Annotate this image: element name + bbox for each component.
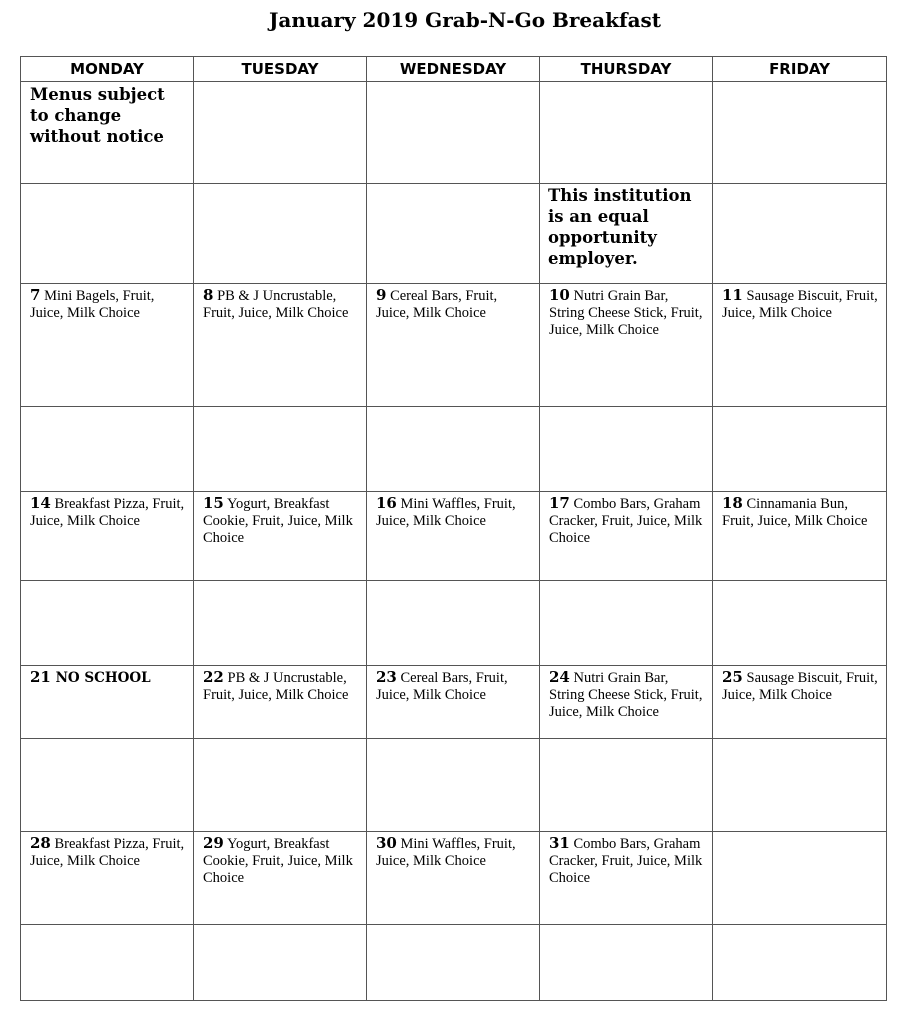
day-number: 15 [203,494,224,512]
week-row [21,184,887,284]
menu-text: Mini Waffles, Fruit, Juice, Milk Choice [376,496,516,529]
page-title: January 2019 Grab-N-Go Breakfast [268,8,662,32]
week-row [21,925,887,1001]
day-cell [194,666,367,739]
menu-text: Yogurt, Breakfast Cookie, Fruit, Juice, Milk Choice [203,836,353,886]
header-thursday: THURSDAY [540,57,713,82]
menu-text: Combo Bars, Graham Cracker, Fruit, Juice, Milk Choice [549,496,703,546]
day-cell [540,666,713,739]
menu-text: Cereal Bars, Fruit, Juice, Milk Choice [376,670,508,703]
menu-text: Combo Bars, Graham Cracker, Fruit, Juice, Milk Choice [549,836,703,886]
menu-text: PB & J Uncrustable, Fruit, Juice, Milk Choice [203,288,349,321]
day-cell [194,492,367,581]
calendar-cell [367,739,540,832]
day-cell [21,666,194,739]
week-row [21,739,887,832]
calendar-cell [194,739,367,832]
day-cell [367,666,540,739]
calendar-cell [540,184,713,284]
calendar-cell [540,581,713,666]
menu-text: PB & J Uncrustable, Fruit, Juice, Milk Choice [203,670,349,703]
calendar-cell [367,407,540,492]
day-number: 31 [549,834,570,852]
calendar-cell [194,184,367,284]
calendar-cell [540,82,713,184]
calendar-cell [713,739,887,832]
calendar-cell [21,581,194,666]
header-row [21,57,887,82]
calendar-cell [194,407,367,492]
week-row [21,82,887,184]
day-number: 25 [722,668,743,686]
calendar-cell [713,407,887,492]
calendar-cell [540,925,713,1001]
calendar-cell [713,581,887,666]
menu-text: Yogurt, Breakfast Cookie, Fruit, Juice, Milk Choice [203,496,353,546]
day-cell [540,284,713,407]
header-wednesday: WEDNESDAY [367,57,540,82]
day-cell [713,666,887,739]
day-number: 17 [549,494,570,512]
week-row [21,666,887,739]
week-row [21,492,887,581]
calendar-cell [367,184,540,284]
notice-text: Menus subject to change without notice [30,85,165,146]
menu-text: Nutri Grain Bar, String Cheese Stick, Fruit, Juice, Milk Choice [549,288,703,338]
day-number: 28 [30,834,51,852]
header-monday: MONDAY [21,57,194,82]
week-row [21,284,887,407]
day-number: 30 [376,834,397,852]
day-cell [713,492,887,581]
calendar-cell [540,739,713,832]
day-cell [367,832,540,925]
calendar-cell [713,832,887,925]
day-cell [21,832,194,925]
day-number: 16 [376,494,397,512]
menu-text: Mini Bagels, Fruit, Juice, Milk Choice [30,288,155,321]
day-cell [194,832,367,925]
day-number: 9 [376,286,387,304]
day-number: 7 [30,286,41,304]
menu-text: Cinnamania Bun, Fruit, Juice, Milk Choice [722,496,868,529]
menu-text: NO SCHOOL [55,670,151,686]
day-cell [713,284,887,407]
day-number: 29 [203,834,224,852]
calendar-cell [21,925,194,1001]
week-row [21,832,887,925]
day-number: 22 [203,668,224,686]
calendar-cell [21,82,194,184]
day-number: 10 [549,286,570,304]
calendar-cell [194,82,367,184]
day-number: 24 [549,668,570,686]
calendar-cell [367,82,540,184]
day-number: 8 [203,286,214,304]
menu-text: Mini Waffles, Fruit, Juice, Milk Choice [376,836,516,869]
day-number: 18 [722,494,743,512]
header-tuesday: TUESDAY [194,57,367,82]
day-number: 14 [30,494,51,512]
day-cell [21,492,194,581]
day-cell [21,284,194,407]
day-cell [194,284,367,407]
menu-text: Cereal Bars, Fruit, Juice, Milk Choice [376,288,498,321]
menu-text: Breakfast Pizza, Fruit, Juice, Milk Choice [30,836,185,869]
calendar-cell [194,925,367,1001]
menu-text: Sausage Biscuit, Fruit, Juice, Milk Choice [722,288,878,321]
week-row [21,407,887,492]
calendar-cell [713,925,887,1001]
calendar-cell [713,184,887,284]
calendar-cell [367,581,540,666]
week-row [21,581,887,666]
day-cell [367,492,540,581]
day-number: 11 [722,286,743,304]
day-cell [367,284,540,407]
day-number: 21 [30,668,51,686]
menu-text: Sausage Biscuit, Fruit, Juice, Milk Choice [722,670,878,703]
day-cell [540,492,713,581]
calendar-cell [21,407,194,492]
header-friday: FRIDAY [713,57,887,82]
calendar-table [20,56,887,1001]
menu-text: Breakfast Pizza, Fruit, Juice, Milk Choice [30,496,185,529]
calendar-cell [21,739,194,832]
calendar-cell [367,925,540,1001]
calendar-cell [540,407,713,492]
calendar-cell [194,581,367,666]
menu-text: Nutri Grain Bar, String Cheese Stick, Fruit, Juice, Milk Choice [549,670,703,720]
equal-opportunity-text: This institution is an equal opportunity employer. [548,186,692,268]
calendar-cell [713,82,887,184]
calendar-cell [21,184,194,284]
day-cell [540,832,713,925]
day-number: 23 [376,668,397,686]
